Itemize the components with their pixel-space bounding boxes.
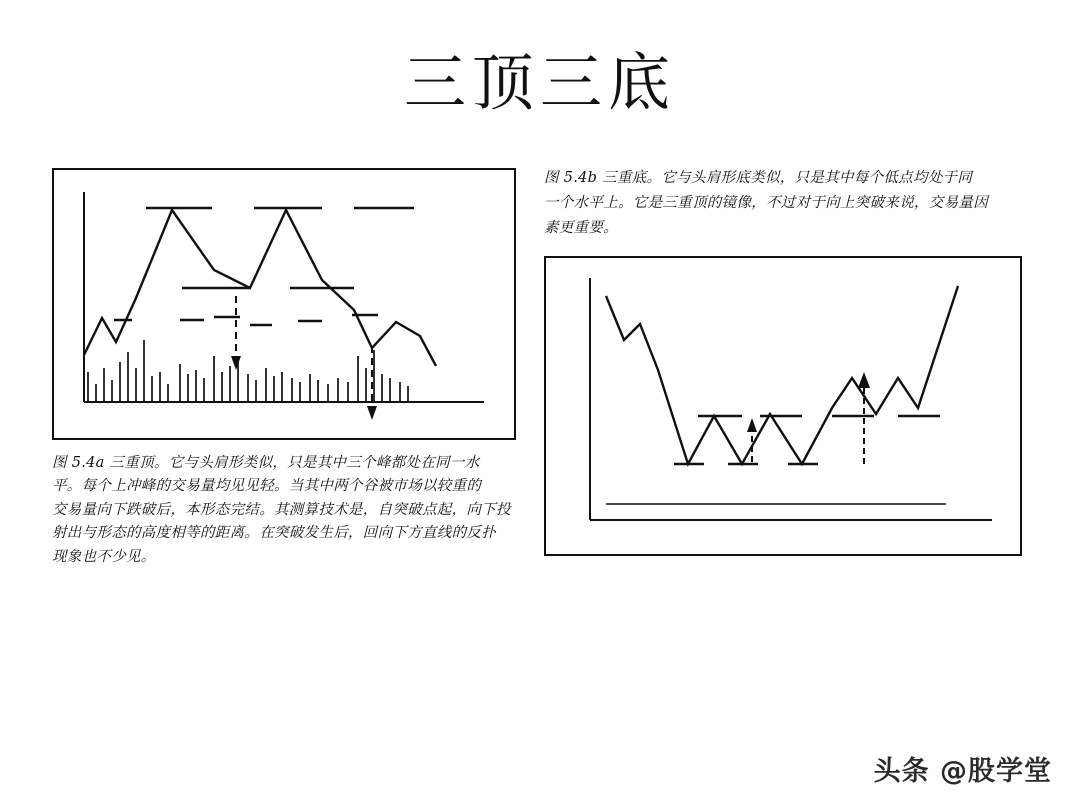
figure-5-4a-chart <box>52 168 516 440</box>
figure-5-4b-chart <box>544 256 1022 556</box>
breakout-arrow-2 <box>367 346 377 420</box>
caption-line: 现象也不少见。 <box>52 548 156 565</box>
caption-line: 一个水平上。它是三重顶的镜像，不过对于向上突破来说，交易量因 <box>544 194 988 211</box>
caption-line: 图 5.4b 三重底。它与头肩形底类似，只是其中每个低点均处于同 <box>544 170 973 186</box>
figure-5-4a-caption <box>52 452 522 569</box>
triple-bottom-svg <box>546 258 1020 554</box>
figure-5-4b-caption <box>544 166 1030 241</box>
caption-line: 交易量向下跌破后，本形态完结。其测算技术是，自突破点起，向下投 <box>52 501 511 518</box>
caption-line: 图 5.4a 三重顶。它与头肩形类似，只是其中三个峰都处在同一水 <box>52 455 480 471</box>
watermark: 头条 @股学堂 <box>873 756 1052 787</box>
price-line <box>606 286 958 464</box>
caption-line: 平。每个上冲峰的交易量均见见轻。当其中两个谷被市场以较重的 <box>52 478 482 495</box>
breakout-arrow-2 <box>858 372 870 464</box>
caption-line: 射出与形态的高度相等的距离。在突破发生后，回向下方直线的反扑 <box>52 525 496 542</box>
caption-line: 素更重要。 <box>544 219 618 236</box>
volume-level-markers <box>114 315 378 325</box>
breakout-arrow-1 <box>231 296 241 370</box>
volume-bars <box>88 340 408 402</box>
price-line <box>84 210 436 366</box>
page-title: 三顶三底 <box>403 46 676 119</box>
triple-top-svg <box>54 170 514 438</box>
